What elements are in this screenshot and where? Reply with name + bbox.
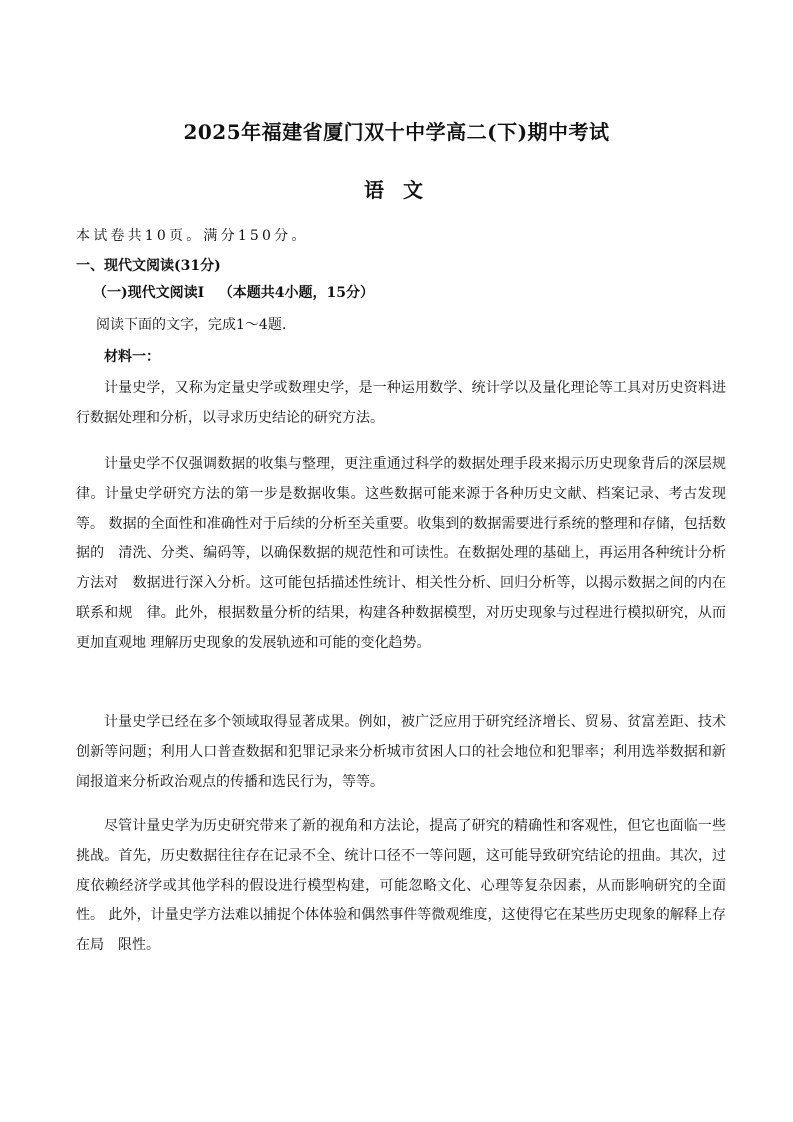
subject-title: 语 文 — [364, 178, 429, 202]
reading-instruction: 阅读下面的文字，完成1～4题. — [96, 317, 287, 333]
paragraph: 计量史学已经在多个领域取得显著成果。例如，被广泛应用于研究经济增长、贸易、贫富差距、技术 创新等问题；利用人口普查数据和犯罪记录来分析城市贫困人口的社会地位和犯罪率；利用选举数据和新 闻报道来分析政治观点的传播和选民行为，等等。 — [76, 714, 726, 790]
paragraph: 计量史学，又称为定量史学或数理史学，是一种运用数学、统计学以及量化理论等工具对历史资料进 行数据处理和分析，以寻求历史结论的研究方法。 — [76, 380, 726, 426]
subsection-heading: （一)现代文阅读Ⅰ （本题共4小题，15分） — [93, 285, 375, 301]
section-heading: 一、现代文阅读(31分) — [76, 258, 221, 274]
material-label: 材料一： — [104, 349, 160, 365]
paragraph: 尽管计量史学为历史研究带来了新的视角和方法论，提高了研究的精确性和客观性，但它也面临一些 挑战。首先，历史数据往往存在记录不全、统计口径不一等问题，这可能导致研究结论的扭曲。其次，过 度依赖经济学或其他学科的假设进行模型构建，可能忽略文化、心理等复杂因素，从而影响研究的全面性。 此外，计量史学方法难以捕捉个体体验和偶然事件等微观维度，这使得它在某些历史现象的解释上存在局 限性。 — [76, 818, 740, 954]
exam-title: 2025年福建省厦门双十中学高二(下)期中考试 — [183, 120, 610, 144]
paragraph: 计量史学不仅强调数据的收集与整理，更注重通过科学的数据处理手段来揭示历史现象背后的深层规 律。计量史学研究方法的第一步是数据收集。这些数据可能来源于各种历史文献、档案记录、考古发现等。 数据的全面性和准确性对于后续的分析至关重要。收集到的数据需要进行系统的整理和存储，包括数据的 清洗、分类、编码等，以确保数据的规范性和可读性。在数据处理的基础上，再运用各种统计分析方法对 数据进行深入分析。这可能包括描述性统计、相关性分析、回归分析等，以揭示数据之间的内在联系和规 律。此外，根据数量分析的结果，构建各种数据模型，对历史现象与过程进行模拟研究，从而更加直观地 理解历史现象的发展轨迹和可能的变化趋势。 — [76, 456, 740, 651]
exam-info: 本试卷共10页。满分150分。 — [76, 228, 309, 244]
